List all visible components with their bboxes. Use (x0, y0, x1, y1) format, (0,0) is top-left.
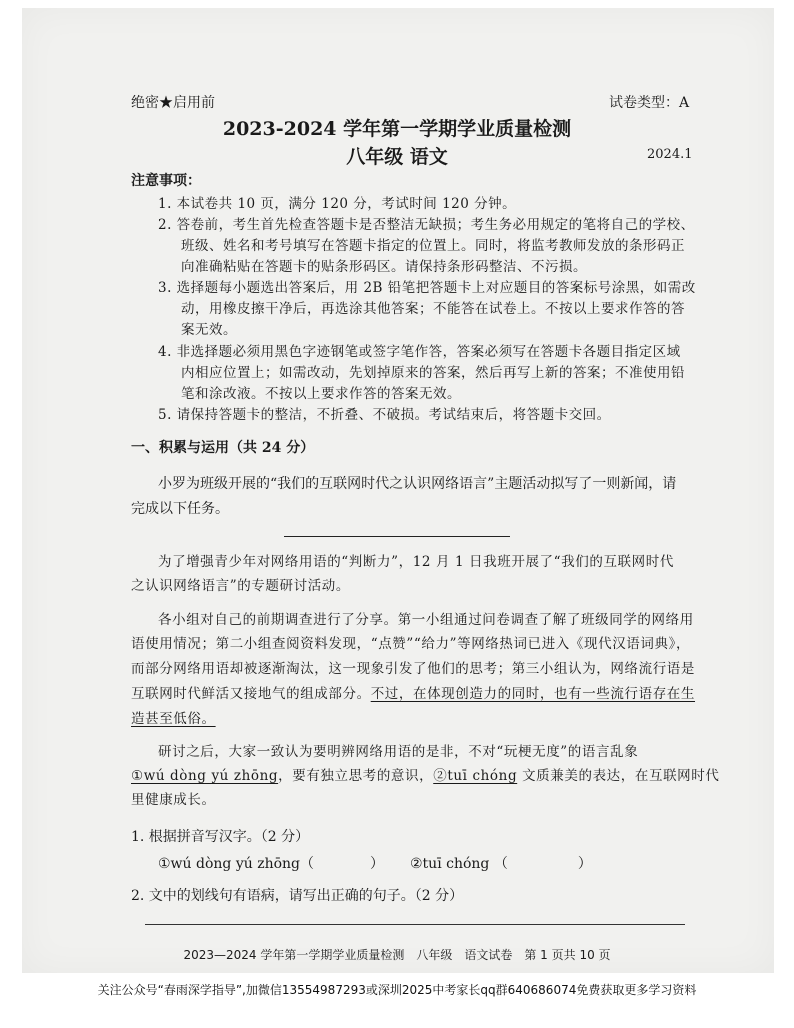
news-text: 之认识网络语言”的专题研讨活动。 (131, 578, 351, 594)
notice-line: 笔和涂改液。不按以上要求作答的答案无效。 (181, 386, 461, 402)
notice-line: 动，用橡皮擦干净后，再选涂其他答案；不能答在试卷上。不按以上要求作答的答 (181, 301, 685, 317)
answer-1b[interactable]: ②tuī chóng （ ） (410, 856, 592, 872)
news-text: ①wú dòng yú zhōng，要有独立思考的意识，②tuī chóng 文质兼美的表达，在互联网时代 (131, 768, 720, 784)
notice-line: 案无效。 (181, 322, 237, 338)
notice-line: 5. 请保持答题卡的整洁，不折叠、不破损。考试结束后，将答题卡交回。 (158, 407, 611, 423)
notice-line: 2. 答卷前，考生首先检查答题卡是否整洁无缺损；考生务必用规定的笔将自己的学校、 (158, 217, 695, 233)
news-text: 而部分网络用语却被逐渐淘汰，这一现象引发了他们的思考；第三小组认为，网络流行语是 (131, 661, 695, 677)
notice-line: 1. 本试卷共 10 页，满分 120 分，考试时间 120 分钟。 (158, 196, 517, 212)
question-2: 2. 文中的划线句有语病，请写出正确的句子。（2 分） (131, 888, 464, 904)
footer-divider (145, 924, 685, 925)
news-text: 里健康成长。 (131, 792, 216, 808)
exam-title: 2023-2024 学年第一学期学业质量检测 (222, 118, 572, 140)
news-divider (284, 536, 510, 537)
pinyin-blank-2: ②tuī chóng (433, 768, 518, 784)
notice-line: 向准确粘贴在答题卡的贴条形码区。请保持条形码整洁、不污损。 (181, 259, 587, 275)
notice-heading: 注意事项： (131, 173, 201, 189)
pinyin-blank-1: ①wú dòng yú zhōng (131, 768, 279, 784)
answer-1a[interactable]: ①wú dòng yú zhōng（ ） (158, 856, 384, 872)
underlined-sentence: 造甚至低俗。 (131, 711, 216, 727)
news-text: 研讨之后，大家一致认为要明辨网络用语的是非，不对“玩梗无度”的语言乱象 (158, 744, 639, 760)
notice-line: 4. 非选择题必须用黑色字迹钢笔或签字笔作答，答案必须写在答题卡各题目指定区域 (158, 344, 681, 360)
underlined-sentence: 不过，在体现创造力的同时，也有一些流行语存在生 (370, 686, 696, 702)
paper-type-label: 试卷类型：A (609, 95, 690, 111)
section-intro: 完成以下任务。 (131, 501, 229, 517)
news-text: 各小组对自己的前期调查进行了分享。第一小组通过问卷调查了解了班级同学的网络用 (158, 612, 694, 628)
news-text: 语使用情况；第二小组查阅资料发现，“点赞”“给力”等网络热词已进入《现代汉语词典》， (131, 636, 691, 652)
exam-subtitle: 八年级 语文 (346, 146, 448, 168)
notice-line: 3. 选择题每小题选出答案后，用 2B 铅笔把答题卡上对应题目的答案标号涂黑，如需改 (158, 280, 696, 296)
news-text: 互联网时代鲜活又接地气的组成部分。不过，在体现创造力的同时，也有一些流行语存在生 (131, 686, 696, 702)
section-heading: 一、积累与运用（共 24 分） (131, 440, 315, 456)
notice-line: 班级、姓名和考号填写在答题卡指定的位置上。同时，将监考教师发放的条形码正 (181, 238, 685, 254)
page-footer: 2023—2024 学年第一学期学业质量检测 八年级 语文试卷 第 1 页共 10 页 (183, 948, 611, 962)
exam-date: 2024.1 (647, 147, 693, 162)
question-1: 1. 根据拼音写汉字。（2 分） (131, 829, 310, 845)
news-text: 为了增强青少年对网络用语的“判断力”，12 月 1 日我班开展了“我们的互联网时代 (158, 554, 674, 570)
confidential-label: 绝密★启用前 (131, 95, 215, 111)
promo-watermark: 关注公众号“春雨深学指导”,加微信13554987293或深圳2025中考家长qq群640686074免费获取更多学习资料 (97, 983, 697, 997)
notice-line: 内相应位置上；如需改动，先划掉原来的答案，然后再写上新的答案；不准使用铅 (181, 365, 685, 381)
section-intro: 小罗为班级开展的“我们的互联网时代之认识网络语言”主题活动拟写了一则新闻，请 (158, 476, 677, 492)
